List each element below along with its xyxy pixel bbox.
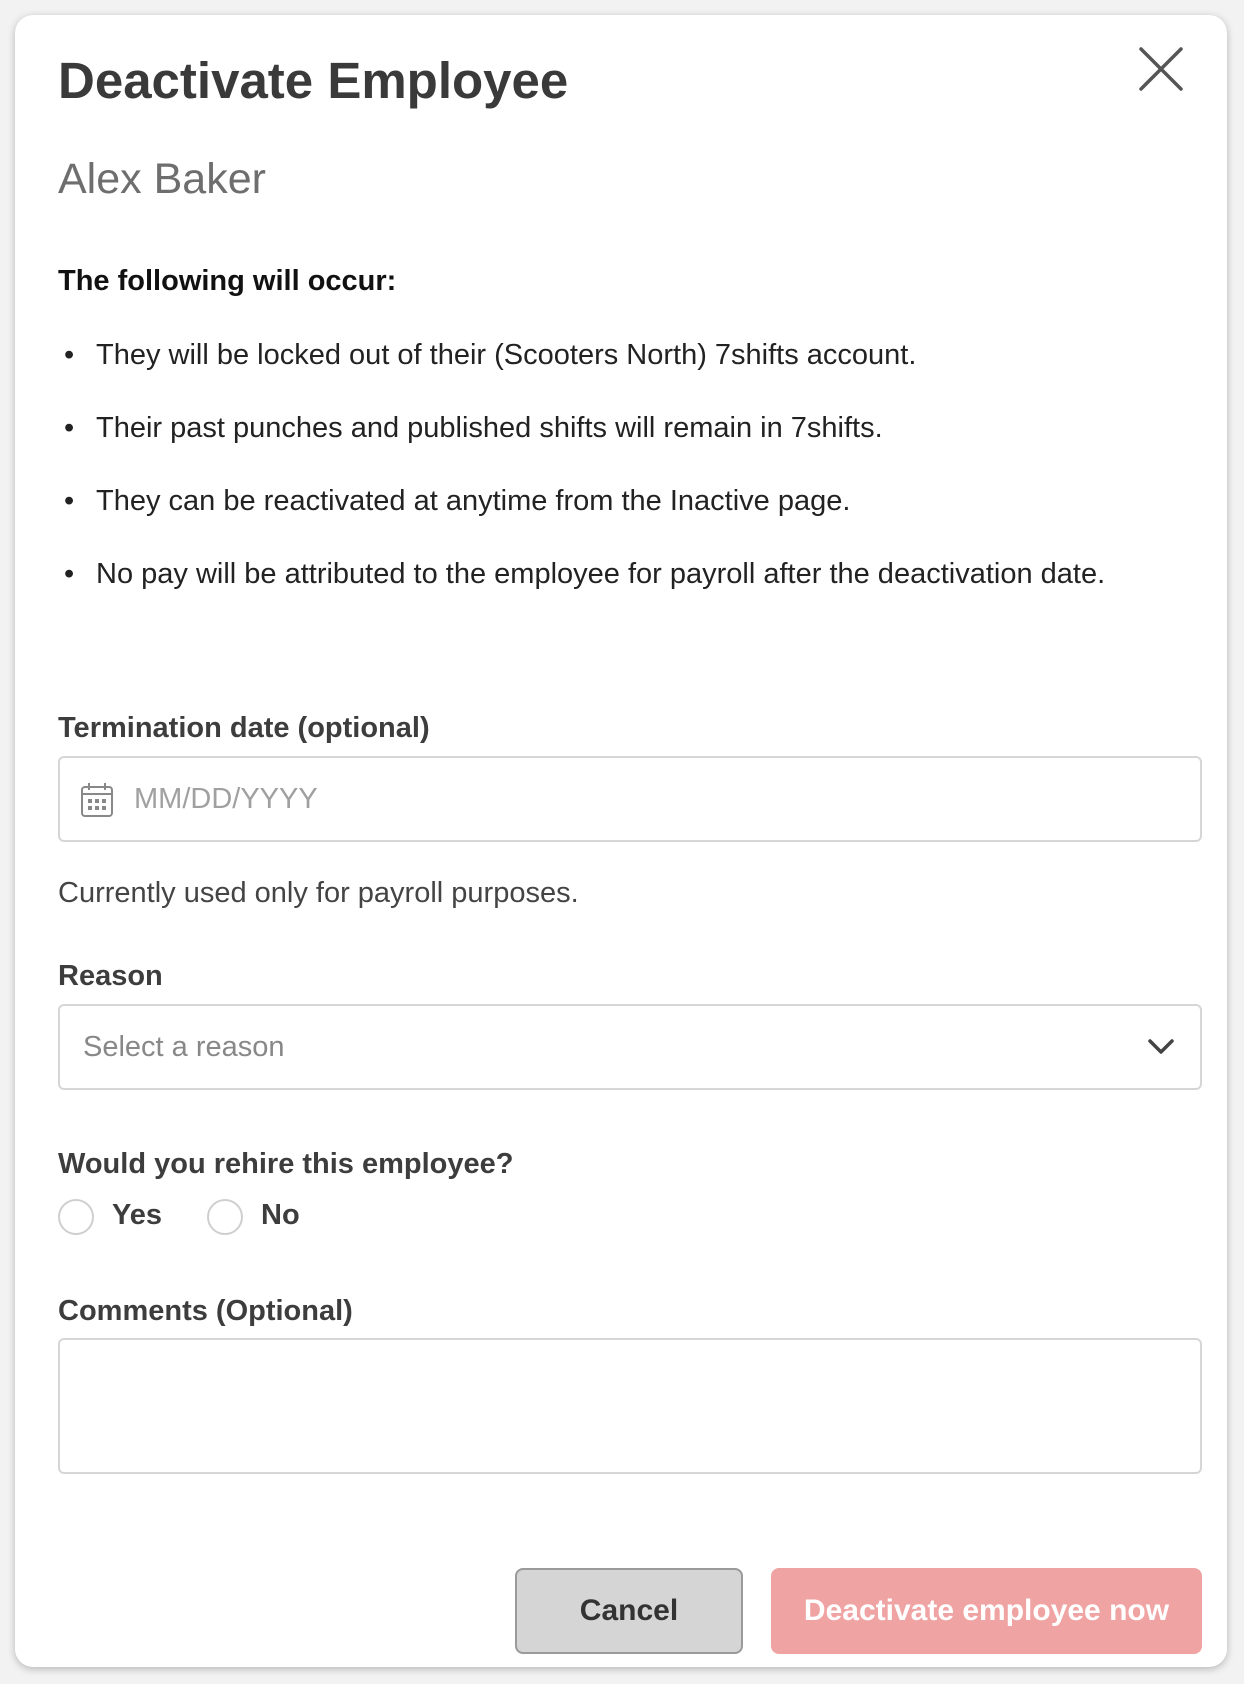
list-item: • They can be reactivated at anytime from the Inactive page. <box>58 483 1178 520</box>
cancel-button[interactable]: Cancel <box>515 1568 743 1654</box>
close-icon[interactable] <box>1139 47 1183 91</box>
list-item: • Their past punches and published shifts will remain in 7shifts. <box>58 410 1178 447</box>
termination-date-placeholder: MM/DD/YYYY <box>134 783 318 815</box>
rehire-label: Would you rehire this employee? <box>58 1148 514 1180</box>
list-item: • No pay will be attributed to the employee for payroll after the deactivation date. <box>58 556 1178 593</box>
deactivate-employee-dialog <box>15 15 1227 1667</box>
termination-date-label: Termination date (optional) <box>58 712 430 744</box>
rehire-no-radio[interactable] <box>207 1199 243 1235</box>
calendar-icon <box>80 782 114 823</box>
dialog-title: Deactivate Employee <box>58 52 569 109</box>
reason-select[interactable] <box>58 1004 1202 1090</box>
termination-date-input[interactable] <box>58 756 1202 842</box>
rehire-yes-label[interactable]: Yes <box>112 1199 162 1231</box>
chevron-down-icon <box>1148 1039 1174 1060</box>
deactivate-employee-button[interactable]: Deactivate employee now <box>771 1568 1202 1654</box>
occur-heading: The following will occur: <box>58 265 397 297</box>
reason-placeholder: Select a reason <box>83 1031 285 1063</box>
termination-help-text: Currently used only for payroll purposes. <box>58 877 579 909</box>
rehire-no-label[interactable]: No <box>261 1199 300 1231</box>
list-item: • They will be locked out of their (Scooters North) 7shifts account. <box>58 337 1178 374</box>
employee-name: Alex Baker <box>58 155 266 203</box>
comments-textarea[interactable] <box>58 1338 1202 1474</box>
comments-label: Comments (Optional) <box>58 1295 353 1327</box>
consequence-list <box>58 337 1178 629</box>
reason-label: Reason <box>58 960 163 992</box>
rehire-yes-radio[interactable] <box>58 1199 94 1235</box>
